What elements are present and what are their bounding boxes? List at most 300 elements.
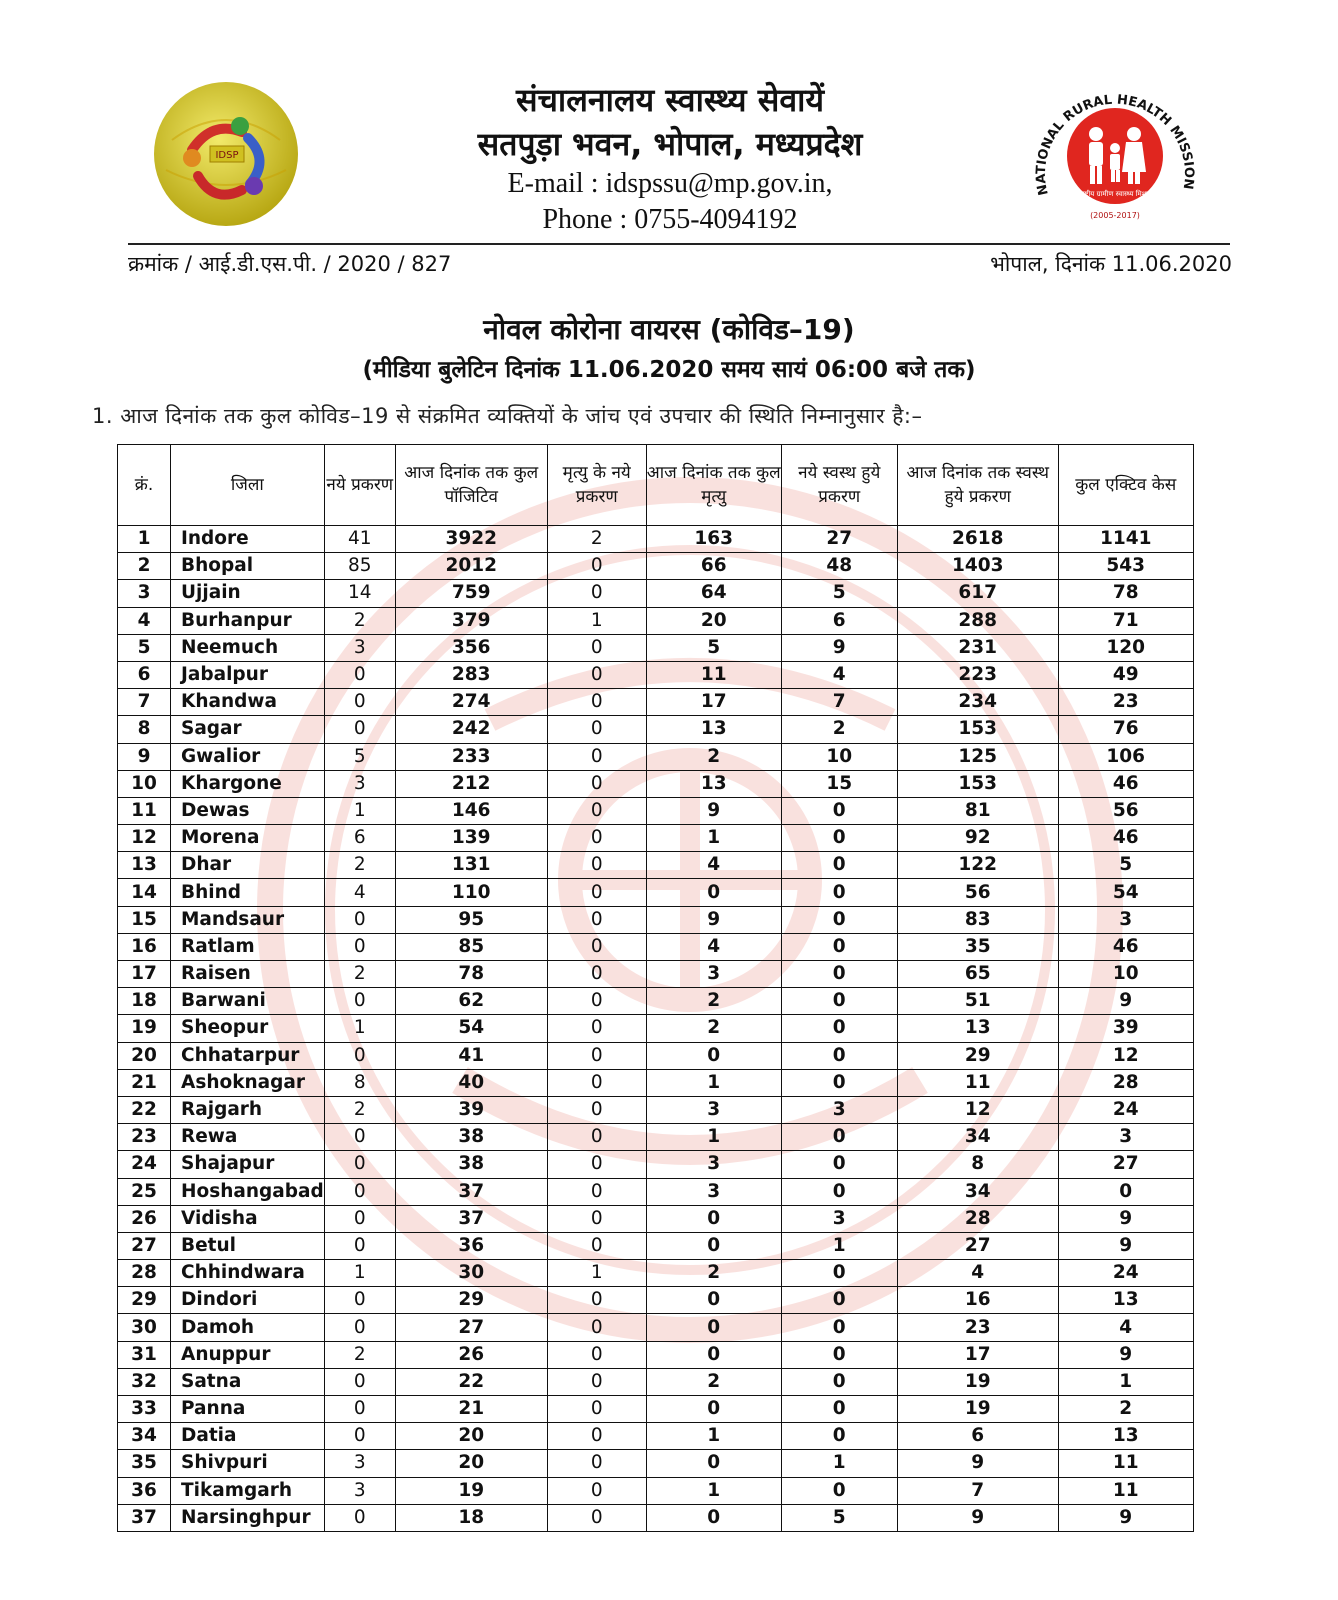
cell-new-recovered: 48 [781, 553, 897, 580]
cell-new-cases: 2 [324, 961, 395, 988]
cell-new-cases: 0 [324, 1232, 395, 1259]
cell-new-deaths: 0 [547, 1178, 646, 1205]
cell-new-deaths: 0 [547, 1314, 646, 1341]
phone-line: Phone : 0755-4094192 [542, 204, 798, 235]
cell-new-cases: 0 [324, 661, 395, 688]
cell-new-cases: 1 [324, 797, 395, 824]
cell-total-recovered: 19 [897, 1368, 1058, 1395]
cell-new-deaths: 0 [547, 770, 646, 797]
cell-total-deaths: 4 [646, 933, 781, 960]
cell-serial: 31 [118, 1341, 171, 1368]
cell-district: Raisen [171, 961, 325, 988]
cell-total-positive: 22 [395, 1368, 547, 1395]
cell-serial: 23 [118, 1124, 171, 1151]
cell-total-positive: 95 [395, 906, 547, 933]
cell-district: Rajgarh [171, 1096, 325, 1123]
cell-serial: 30 [118, 1314, 171, 1341]
cell-total-positive: 233 [395, 743, 547, 770]
cell-new-deaths: 0 [547, 906, 646, 933]
cell-district: Mandsaur [171, 906, 325, 933]
cell-total-deaths: 2 [646, 743, 781, 770]
col-header-district: जिला [171, 445, 325, 526]
cell-active-cases: 11 [1058, 1450, 1193, 1477]
cell-active-cases: 54 [1058, 879, 1193, 906]
cell-serial: 13 [118, 852, 171, 879]
col-header-active-cases: कुल एक्टिव केस [1058, 445, 1193, 526]
cell-new-deaths: 0 [547, 1232, 646, 1259]
cell-total-recovered: 12 [897, 1096, 1058, 1123]
cell-active-cases: 11 [1058, 1477, 1193, 1504]
col-header-new-recovered: नये स्वस्थ हुये प्रकरण [781, 445, 897, 526]
cell-total-deaths: 0 [646, 1232, 781, 1259]
table-row [118, 1151, 1194, 1178]
table-row [118, 607, 1194, 634]
cell-district: Bhind [171, 879, 325, 906]
table-row [118, 988, 1194, 1015]
cell-active-cases: 3 [1058, 906, 1193, 933]
cell-new-recovered: 27 [781, 526, 897, 553]
cell-total-positive: 21 [395, 1396, 547, 1423]
cell-new-cases: 2 [324, 852, 395, 879]
cell-active-cases: 27 [1058, 1151, 1193, 1178]
cell-total-recovered: 92 [897, 825, 1058, 852]
cell-serial: 22 [118, 1096, 171, 1123]
cell-new-recovered: 0 [781, 1287, 897, 1314]
cell-new-deaths: 0 [547, 1341, 646, 1368]
cell-active-cases: 120 [1058, 634, 1193, 661]
cell-total-deaths: 0 [646, 1504, 781, 1531]
cell-new-recovered: 3 [781, 1096, 897, 1123]
cell-new-cases: 0 [324, 1423, 395, 1450]
cell-new-cases: 0 [324, 906, 395, 933]
cell-new-recovered: 5 [781, 1504, 897, 1531]
col-header-total-deaths: आज दिनांक तक कुल मृत्यु [646, 445, 781, 526]
cell-district: Sagar [171, 716, 325, 743]
cell-total-positive: 40 [395, 1069, 547, 1096]
table-row [118, 580, 1194, 607]
cell-new-recovered: 3 [781, 1205, 897, 1232]
table-row [118, 1341, 1194, 1368]
cell-active-cases: 1 [1058, 1368, 1193, 1395]
table-row [118, 1477, 1194, 1504]
cell-serial: 18 [118, 988, 171, 1015]
cell-new-deaths: 0 [547, 1477, 646, 1504]
cell-total-positive: 38 [395, 1124, 547, 1151]
cell-total-recovered: 288 [897, 607, 1058, 634]
cell-serial: 27 [118, 1232, 171, 1259]
cell-new-recovered: 0 [781, 1396, 897, 1423]
cell-total-deaths: 0 [646, 1396, 781, 1423]
cell-serial: 16 [118, 933, 171, 960]
cell-total-positive: 38 [395, 1151, 547, 1178]
cell-total-recovered: 617 [897, 580, 1058, 607]
cell-new-deaths: 0 [547, 1096, 646, 1123]
cell-active-cases: 78 [1058, 580, 1193, 607]
cell-total-deaths: 2 [646, 1260, 781, 1287]
cell-total-deaths: 5 [646, 634, 781, 661]
cell-total-positive: 139 [395, 825, 547, 852]
cell-new-cases: 85 [324, 553, 395, 580]
cell-new-recovered: 5 [781, 580, 897, 607]
cell-serial: 2 [118, 553, 171, 580]
cell-active-cases: 71 [1058, 607, 1193, 634]
cell-active-cases: 76 [1058, 716, 1193, 743]
cell-active-cases: 9 [1058, 1205, 1193, 1232]
cell-total-positive: 85 [395, 933, 547, 960]
cell-district: Panna [171, 1396, 325, 1423]
cell-serial: 33 [118, 1396, 171, 1423]
cell-new-cases: 0 [324, 1287, 395, 1314]
cell-district: Satna [171, 1368, 325, 1395]
cell-serial: 36 [118, 1477, 171, 1504]
cell-total-positive: 54 [395, 1015, 547, 1042]
cell-district: Shajapur [171, 1151, 325, 1178]
cell-district: Khargone [171, 770, 325, 797]
cell-district: Neemuch [171, 634, 325, 661]
cell-new-recovered: 0 [781, 1314, 897, 1341]
cell-total-deaths: 66 [646, 553, 781, 580]
cell-total-positive: 212 [395, 770, 547, 797]
cell-new-recovered: 9 [781, 634, 897, 661]
cell-new-deaths: 0 [547, 1396, 646, 1423]
cell-new-cases: 0 [324, 716, 395, 743]
cell-total-positive: 356 [395, 634, 547, 661]
cell-new-cases: 1 [324, 1015, 395, 1042]
cell-serial: 4 [118, 607, 171, 634]
cell-total-positive: 146 [395, 797, 547, 824]
cell-active-cases: 13 [1058, 1287, 1193, 1314]
cell-district: Barwani [171, 988, 325, 1015]
cell-district: Gwalior [171, 743, 325, 770]
cell-district: Morena [171, 825, 325, 852]
cell-total-deaths: 20 [646, 607, 781, 634]
cell-district: Chhindwara [171, 1260, 325, 1287]
table-row [118, 1069, 1194, 1096]
cell-new-recovered: 0 [781, 961, 897, 988]
cell-new-deaths: 0 [547, 961, 646, 988]
cell-total-deaths: 2 [646, 1015, 781, 1042]
cell-total-recovered: 4 [897, 1260, 1058, 1287]
table-row [118, 1178, 1194, 1205]
nrhm-logo-subtext: राष्ट्रीय ग्रामीण स्वास्थ्य मिशन [1079, 190, 1151, 198]
cell-total-positive: 3922 [395, 526, 547, 553]
cell-new-deaths: 0 [547, 933, 646, 960]
cell-new-cases: 1 [324, 1260, 395, 1287]
cell-total-positive: 30 [395, 1260, 547, 1287]
cell-active-cases: 10 [1058, 961, 1193, 988]
table-row [118, 1096, 1194, 1123]
cell-total-recovered: 125 [897, 743, 1058, 770]
cell-active-cases: 5 [1058, 852, 1193, 879]
cell-serial: 11 [118, 797, 171, 824]
cell-total-positive: 20 [395, 1423, 547, 1450]
cell-total-recovered: 223 [897, 661, 1058, 688]
cell-total-positive: 41 [395, 1042, 547, 1069]
nrhm-logo-years: (2005-2017) [1090, 211, 1140, 220]
cell-total-deaths: 9 [646, 797, 781, 824]
table-row [118, 961, 1194, 988]
cell-total-recovered: 23 [897, 1314, 1058, 1341]
cell-serial: 28 [118, 1260, 171, 1287]
cell-active-cases: 3 [1058, 1124, 1193, 1151]
cell-new-cases: 0 [324, 1205, 395, 1232]
cell-new-cases: 2 [324, 607, 395, 634]
cell-district: Dewas [171, 797, 325, 824]
cell-total-positive: 18 [395, 1504, 547, 1531]
cell-total-recovered: 17 [897, 1341, 1058, 1368]
cell-total-deaths: 2 [646, 988, 781, 1015]
cell-serial: 34 [118, 1423, 171, 1450]
cell-new-recovered: 0 [781, 1260, 897, 1287]
cell-new-recovered: 0 [781, 1368, 897, 1395]
cell-new-recovered: 0 [781, 1069, 897, 1096]
table-row [118, 770, 1194, 797]
table-row [118, 797, 1194, 824]
cell-total-recovered: 231 [897, 634, 1058, 661]
cell-total-deaths: 0 [646, 1287, 781, 1314]
cell-active-cases: 2 [1058, 1396, 1193, 1423]
cell-total-recovered: 83 [897, 906, 1058, 933]
cell-district: Datia [171, 1423, 325, 1450]
cell-new-cases: 0 [324, 1151, 395, 1178]
cell-total-positive: 27 [395, 1314, 547, 1341]
cell-serial: 7 [118, 689, 171, 716]
table-row [118, 933, 1194, 960]
cell-active-cases: 1141 [1058, 526, 1193, 553]
cell-total-recovered: 35 [897, 933, 1058, 960]
cell-total-deaths: 17 [646, 689, 781, 716]
table-row [118, 634, 1194, 661]
col-header-total-recovered: आज दिनांक तक स्वस्थ हुये प्रकरण [897, 445, 1058, 526]
cell-total-deaths: 0 [646, 1341, 781, 1368]
table-row [118, 526, 1194, 553]
cell-new-recovered: 0 [781, 852, 897, 879]
col-header-new-cases: नये प्रकरण [324, 445, 395, 526]
reference-number: क्रमांक / आई.डी.एस.पी. / 2020 / 827 [128, 252, 452, 276]
cell-total-positive: 62 [395, 988, 547, 1015]
cell-serial: 24 [118, 1151, 171, 1178]
idsp-logo [152, 80, 300, 228]
cell-new-deaths: 0 [547, 716, 646, 743]
table-row [118, 1368, 1194, 1395]
cell-total-positive: 19 [395, 1477, 547, 1504]
cell-new-cases: 14 [324, 580, 395, 607]
cell-new-recovered: 1 [781, 1232, 897, 1259]
cell-new-cases: 0 [324, 689, 395, 716]
cell-total-deaths: 13 [646, 716, 781, 743]
cell-district: Ujjain [171, 580, 325, 607]
intro-paragraph: 1. आज दिनांक तक कुल कोविड–19 से संक्रमित व्यक्तियों के जांच एवं उपचार की स्थिति निम्नानुसार है:– [92, 404, 923, 428]
cell-total-deaths: 0 [646, 1205, 781, 1232]
cell-total-deaths: 2 [646, 1368, 781, 1395]
table-row [118, 661, 1194, 688]
cell-total-recovered: 1403 [897, 553, 1058, 580]
cell-new-deaths: 0 [547, 879, 646, 906]
cell-total-recovered: 56 [897, 879, 1058, 906]
cell-serial: 29 [118, 1287, 171, 1314]
cell-serial: 12 [118, 825, 171, 852]
table-row [118, 825, 1194, 852]
cell-new-recovered: 0 [781, 1015, 897, 1042]
cell-total-positive: 37 [395, 1205, 547, 1232]
cell-total-recovered: 19 [897, 1396, 1058, 1423]
cell-active-cases: 9 [1058, 1341, 1193, 1368]
cell-serial: 8 [118, 716, 171, 743]
cell-active-cases: 0 [1058, 1178, 1193, 1205]
cell-serial: 25 [118, 1178, 171, 1205]
cell-new-recovered: 0 [781, 906, 897, 933]
cell-serial: 32 [118, 1368, 171, 1395]
cell-new-cases: 0 [324, 933, 395, 960]
cell-new-deaths: 0 [547, 1450, 646, 1477]
table-row [118, 1232, 1194, 1259]
cell-new-cases: 2 [324, 1341, 395, 1368]
cell-new-deaths: 0 [547, 797, 646, 824]
cell-serial: 26 [118, 1205, 171, 1232]
cell-serial: 35 [118, 1450, 171, 1477]
cell-total-deaths: 1 [646, 1423, 781, 1450]
cell-district: Indore [171, 526, 325, 553]
cell-total-positive: 20 [395, 1450, 547, 1477]
cell-serial: 15 [118, 906, 171, 933]
cell-total-deaths: 3 [646, 1096, 781, 1123]
table-row [118, 906, 1194, 933]
cell-active-cases: 9 [1058, 1232, 1193, 1259]
cell-new-recovered: 7 [781, 689, 897, 716]
cell-serial: 9 [118, 743, 171, 770]
idsp-logo-text: IDSP [215, 150, 239, 161]
cell-new-cases: 0 [324, 1042, 395, 1069]
cell-new-recovered: 0 [781, 825, 897, 852]
cell-active-cases: 24 [1058, 1260, 1193, 1287]
department-address: सतपुड़ा भवन, भोपाल, मध्यप्रदेश [477, 125, 863, 163]
cell-new-recovered: 15 [781, 770, 897, 797]
cell-new-recovered: 1 [781, 1450, 897, 1477]
cell-total-positive: 39 [395, 1096, 547, 1123]
cell-total-recovered: 6 [897, 1423, 1058, 1450]
header-divider [128, 243, 1230, 245]
table-row [118, 1260, 1194, 1287]
table-row [118, 1504, 1194, 1531]
table-row [118, 852, 1194, 879]
cell-total-deaths: 3 [646, 1151, 781, 1178]
cell-serial: 19 [118, 1015, 171, 1042]
cell-new-deaths: 0 [547, 689, 646, 716]
cell-total-deaths: 11 [646, 661, 781, 688]
table-row [118, 1205, 1194, 1232]
email-line: E-mail : idspssu@mp.gov.in, [507, 168, 833, 199]
cell-district: Damoh [171, 1314, 325, 1341]
cell-active-cases: 12 [1058, 1042, 1193, 1069]
cell-new-cases: 41 [324, 526, 395, 553]
cell-total-deaths: 1 [646, 1477, 781, 1504]
table-row [118, 1423, 1194, 1450]
cell-total-deaths: 1 [646, 825, 781, 852]
cell-district: Anuppur [171, 1341, 325, 1368]
cell-new-recovered: 0 [781, 988, 897, 1015]
cell-district: Ratlam [171, 933, 325, 960]
cell-active-cases: 106 [1058, 743, 1193, 770]
cell-total-recovered: 34 [897, 1178, 1058, 1205]
cell-total-positive: 379 [395, 607, 547, 634]
cell-total-recovered: 27 [897, 1232, 1058, 1259]
cell-new-deaths: 2 [547, 526, 646, 553]
cell-new-deaths: 0 [547, 1423, 646, 1450]
cell-district: Sheopur [171, 1015, 325, 1042]
cell-new-cases: 8 [324, 1069, 395, 1096]
cell-total-deaths: 0 [646, 1042, 781, 1069]
cell-total-recovered: 29 [897, 1042, 1058, 1069]
cell-new-deaths: 0 [547, 553, 646, 580]
cell-total-recovered: 34 [897, 1124, 1058, 1151]
cell-serial: 6 [118, 661, 171, 688]
cell-district: Bhopal [171, 553, 325, 580]
cell-total-positive: 29 [395, 1287, 547, 1314]
cell-active-cases: 46 [1058, 933, 1193, 960]
cell-district: Betul [171, 1232, 325, 1259]
cell-total-positive: 37 [395, 1178, 547, 1205]
cell-total-deaths: 0 [646, 1450, 781, 1477]
cell-new-deaths: 0 [547, 1042, 646, 1069]
cell-active-cases: 4 [1058, 1314, 1193, 1341]
cell-district: Dhar [171, 852, 325, 879]
cell-new-recovered: 0 [781, 1042, 897, 1069]
cell-district: Hoshangabad [171, 1178, 325, 1205]
cell-total-recovered: 234 [897, 689, 1058, 716]
place-date: भोपाल, दिनांक 11.06.2020 [990, 252, 1232, 276]
cell-new-recovered: 0 [781, 933, 897, 960]
cell-new-cases: 3 [324, 634, 395, 661]
cell-serial: 5 [118, 634, 171, 661]
cell-new-cases: 0 [324, 988, 395, 1015]
cell-new-deaths: 0 [547, 1504, 646, 1531]
cell-total-deaths: 0 [646, 879, 781, 906]
cell-total-recovered: 51 [897, 988, 1058, 1015]
cell-total-deaths: 0 [646, 1314, 781, 1341]
cell-serial: 17 [118, 961, 171, 988]
cell-total-recovered: 13 [897, 1015, 1058, 1042]
cell-new-cases: 0 [324, 1504, 395, 1531]
table-row [118, 743, 1194, 770]
cell-new-deaths: 0 [547, 1124, 646, 1151]
cell-total-positive: 283 [395, 661, 547, 688]
cell-district: Ashoknagar [171, 1069, 325, 1096]
cell-total-deaths: 4 [646, 852, 781, 879]
cell-new-deaths: 0 [547, 1368, 646, 1395]
cell-total-recovered: 65 [897, 961, 1058, 988]
cell-total-recovered: 9 [897, 1450, 1058, 1477]
cell-active-cases: 9 [1058, 1504, 1193, 1531]
cell-active-cases: 543 [1058, 553, 1193, 580]
table-row [118, 716, 1194, 743]
cell-district: Khandwa [171, 689, 325, 716]
cell-new-deaths: 0 [547, 1069, 646, 1096]
cell-new-recovered: 0 [781, 1178, 897, 1205]
cell-new-recovered: 0 [781, 1124, 897, 1151]
cell-district: Shivpuri [171, 1450, 325, 1477]
cell-district: Narsinghpur [171, 1504, 325, 1531]
cell-new-deaths: 0 [547, 1287, 646, 1314]
cell-new-deaths: 0 [547, 825, 646, 852]
cell-new-deaths: 0 [547, 1205, 646, 1232]
table-row [118, 1450, 1194, 1477]
table-row [118, 879, 1194, 906]
col-header-serial: क्रं. [118, 445, 171, 526]
cell-new-cases: 3 [324, 1477, 395, 1504]
cell-active-cases: 13 [1058, 1423, 1193, 1450]
cell-serial: 37 [118, 1504, 171, 1531]
cell-total-recovered: 7 [897, 1477, 1058, 1504]
